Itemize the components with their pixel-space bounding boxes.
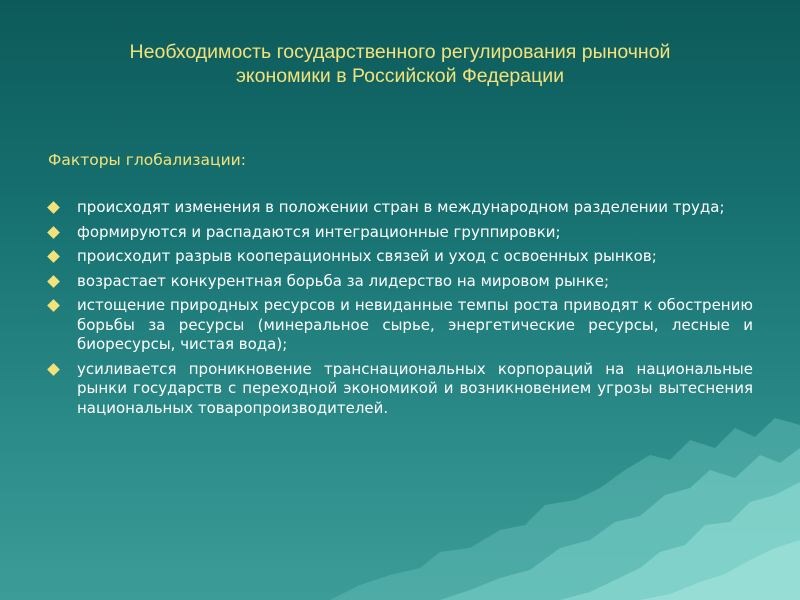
bullet-text: усиливается проникновение транснациональных корпораций на национальные рынки государств с переходной экономикой и возникновением угрозы вытеснения национальных товаропроизводителей. bbox=[77, 359, 753, 417]
diamond-bullet-icon bbox=[47, 250, 60, 263]
bullet-text: истощение природных ресурсов и невиданные темпы роста приводят к обострению борьбы за ресурсы (минеральное сырье, энергетические ресурсы, лесные и биоресурсы, чистая вода); bbox=[77, 296, 753, 353]
slide-title-line-1: Необходимость государственного регулирования рыночной bbox=[129, 41, 671, 63]
slide-title-line-2: экономики в Российской Федерации bbox=[235, 65, 565, 87]
bullet-text: возрастает конкурентная борьба за лидерство на мировом рынке; bbox=[77, 271, 609, 290]
bullet-item bbox=[48, 198, 753, 218]
bullet-item bbox=[48, 247, 753, 267]
bullet-text: происходят изменения в положении стран в международном разделении труда; bbox=[77, 198, 725, 216]
diamond-bullet-icon bbox=[47, 363, 60, 376]
slide-subtitle: Факторы глобализации: bbox=[48, 151, 246, 169]
bullet-item bbox=[48, 223, 753, 243]
diamond-bullet-icon bbox=[47, 275, 60, 288]
bullet-item bbox=[48, 296, 753, 355]
slide-title bbox=[60, 40, 740, 88]
diamond-bullet-icon bbox=[47, 299, 60, 312]
bullet-item bbox=[48, 360, 753, 419]
diamond-bullet-icon bbox=[47, 226, 60, 239]
bullet-list bbox=[48, 198, 753, 423]
bullet-item bbox=[48, 272, 753, 292]
bullet-text: формируются и распадаются интеграционные группировки; bbox=[77, 222, 561, 241]
diamond-bullet-icon bbox=[47, 201, 60, 214]
bullet-text: происходит разрыв кооперационных связей и уход с освоенных рынков; bbox=[77, 247, 657, 265]
